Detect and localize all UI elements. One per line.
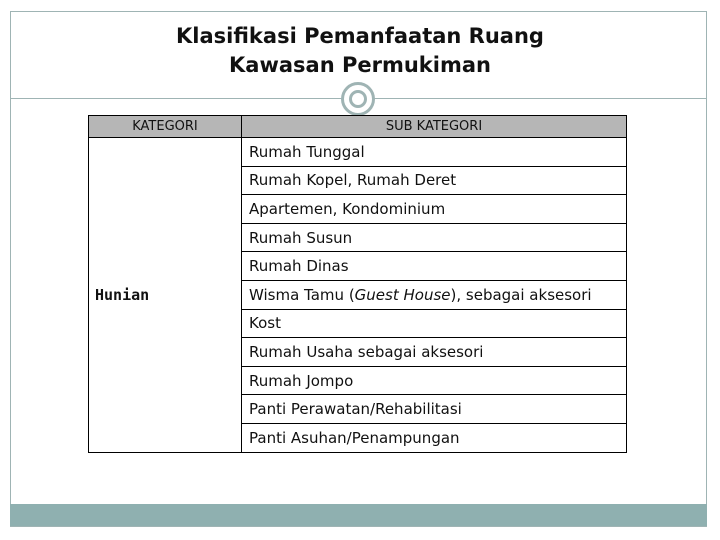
sub-category-cell: Rumah Susun [242, 223, 627, 252]
sub-category-cell: Rumah Tunggal [242, 138, 627, 167]
sub-category-text-italic: Guest House [354, 285, 451, 304]
sub-category-cell: Rumah Dinas [242, 252, 627, 281]
sub-category-cell: Panti Perawatan/Rehabilitasi [242, 395, 627, 424]
slide-title [0, 22, 720, 80]
header-sub-kategori: SUB KATEGORI [242, 116, 627, 138]
sub-category-cell: Panti Asuhan/Penampungan [242, 423, 627, 452]
header-kategori: KATEGORI [89, 116, 242, 138]
sub-category-cell: Apartemen, Kondominium [242, 195, 627, 224]
sub-category-cell: Kost [242, 309, 627, 338]
title-line-1: Klasifikasi Pemanfaatan Ruang [176, 24, 544, 48]
decorative-ring-icon [341, 82, 375, 116]
table-header-row [89, 116, 627, 138]
footer-bar [10, 504, 707, 526]
sub-category-cell: Rumah Jompo [242, 366, 627, 395]
sub-category-text-after: ), sebagai aksesori [450, 285, 592, 304]
title-line-2: Kawasan Permukiman [229, 53, 491, 77]
table-row [89, 138, 627, 167]
classification-table [88, 115, 627, 453]
category-cell: Hunian [89, 138, 242, 453]
sub-category-cell [242, 280, 627, 309]
sub-category-cell: Rumah Usaha sebagai aksesori [242, 338, 627, 367]
sub-category-text-before: Wisma Tamu ( [249, 285, 355, 304]
decorative-ring-inner [349, 90, 367, 108]
sub-category-cell: Rumah Kopel, Rumah Deret [242, 166, 627, 195]
